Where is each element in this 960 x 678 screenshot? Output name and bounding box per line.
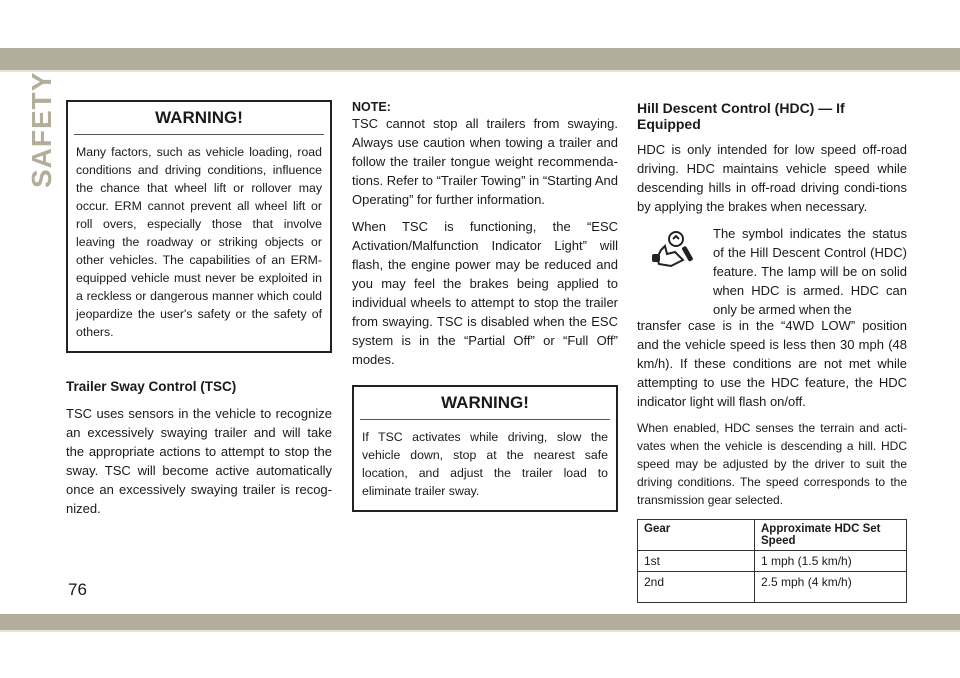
table-row [638,551,907,572]
table-cell: 2nd [638,572,755,603]
warning-body: If TSC activates while driving, slow the vehicle down, stop at the nearest safe location, and adjust the trailer load to eliminate trailer sway. [362,430,608,498]
table-header: Gear [638,520,755,551]
column-2 [352,100,618,512]
top-band-line [0,70,960,72]
hill-descent-icon [649,228,701,272]
note-text: TSC cannot stop all trailers from swaying. Always use caution when towing a trailer and follow the trailer tongue weight recommenda-tions. Refer to “Trailer Towing” in “Starting And Operating” for further information. [352,116,618,207]
column-3 [637,100,907,603]
hdc-symbol-section [637,224,907,316]
hdc-heading: Hill Descent Control (HDC) — If Equipped [637,100,845,132]
page-number: 76 [68,580,87,599]
column-1 [66,100,332,518]
hdc-intro: HDC is only intended for low speed off-road driving. HDC maintains vehicle speed while descending hills in off-road driving condi-tions by applying the brakes when necessary. [637,142,907,214]
tsc-paragraph: TSC uses sensors in the vehicle to recognize an excessively swaying trailer and will take the appropriate actions to attempt to stop the sway. TSC will become active automatically once an excessively swaying trailer is recog-nized. [66,406,332,516]
warning-title: WARNING! [360,387,610,420]
tsc-warning-box [352,385,618,512]
bottom-band-line [0,630,960,632]
hdc-symbol-text: The symbol indicates the status of the Hill Descent Control (HDC) feature. The lamp will be on solid when HDC is armed. HDC can only be armed when the [713,226,907,317]
hdc-continued-text: transfer case is in the “4WD LOW” position and the vehicle speed is less then 30 mph (48 km/h). If these conditions are not met while attempting to use the HDC feature, the HDC indicator light will flash on/off. [637,318,907,409]
bottom-band [0,614,960,630]
tsc-functioning-paragraph: When TSC is functioning, the “ESC Activation/Malfunction Indicator Light” will flash, the engine power may be reduced and you may feel the brakes being applied to individual wheels to attempt to stop the trailer from swaying. TSC is disabled when the ESC system is in the “Partial Off” or “Full Off” modes. [352,219,618,367]
tsc-heading: Trailer Sway Control (TSC) [66,379,237,394]
table-row [638,572,907,603]
section-side-tab [24,71,57,190]
warning-body: Many factors, such as vehicle loading, road conditions and driving conditions, influence the chance that wheel lift or rollover may occur. ERM cannot prevent all wheel lift or roll overs, especially those that involve leaving the roadway or striking objects or other vehicles. The capabilities of an ERM-equipped vehicle must never be exploited in a reckless or dangerous manner which could jeopardize the user's safety or the safety of others. [76,145,322,339]
table-cell: 2.5 mph (4 km/h) [755,572,907,603]
erm-warning-box [66,100,332,353]
table-header-row [638,520,907,551]
hdc-enabled-text: When enabled, HDC senses the terrain and acti-vates when the vehicle is descending a hill. HDC speed may be adjusted by the driver to suit the driving conditions. The speed corresponds to the transmission gear selected. [637,421,907,507]
table-header: Approximate HDC Set Speed [755,520,907,551]
section-side-tab-label: SAFETY [26,71,57,188]
note-label: NOTE: [352,100,391,114]
warning-title: WARNING! [74,102,324,135]
top-band [0,48,960,70]
hdc-speed-table [637,519,907,603]
table-cell: 1 mph (1.5 km/h) [755,551,907,572]
table-cell: 1st [638,551,755,572]
